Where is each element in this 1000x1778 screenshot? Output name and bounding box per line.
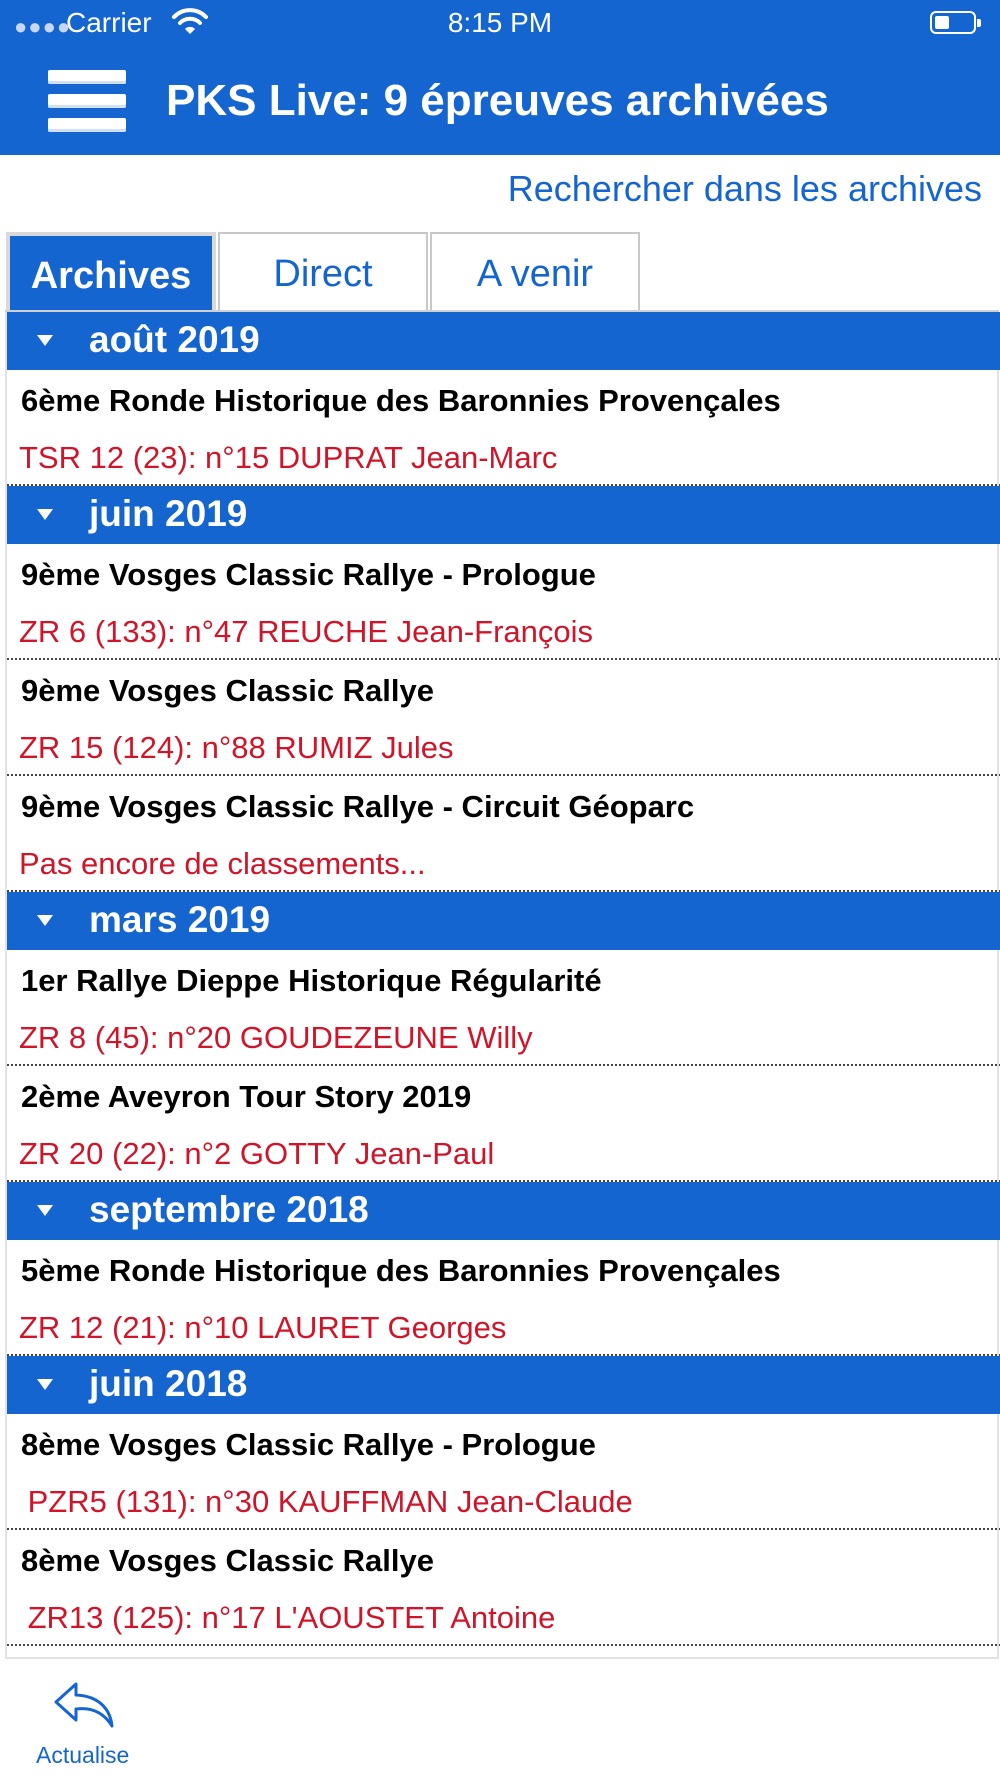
search-archives-link[interactable]: Rechercher dans les archives: [507, 168, 982, 209]
month-header[interactable]: [7, 312, 1000, 370]
month-header[interactable]: [7, 892, 1000, 950]
refresh-button[interactable]: [30, 1680, 140, 1770]
month-header[interactable]: [7, 1182, 1000, 1240]
app-header: [0, 0, 1000, 155]
event-result: ZR13 (125): n°17 L'AOUSTET Antoine: [19, 1600, 556, 1635]
month-header[interactable]: [7, 1356, 1000, 1414]
event-result: Pas encore de classements...: [19, 846, 426, 881]
event-name: 1er Rallye Dieppe Historique Régularité: [21, 963, 602, 998]
tab-direct[interactable]: Direct: [218, 232, 428, 312]
expand-triangle-icon: [37, 915, 53, 926]
event-row[interactable]: [7, 1530, 1000, 1646]
event-name: 2ème Aveyron Tour Story 2019: [21, 1079, 472, 1114]
event-row[interactable]: [7, 544, 1000, 660]
event-name: 9ème Vosges Classic Rallye - Prologue: [21, 557, 596, 592]
tab-archives[interactable]: Archives: [6, 232, 216, 312]
event-name: 8ème Vosges Classic Rallye: [21, 1543, 435, 1578]
status-time: 8:15 PM: [447, 7, 553, 38]
expand-triangle-icon: [37, 1205, 53, 1216]
month-label: septembre 2018: [89, 1189, 369, 1230]
event-result: PZR5 (131): n°30 KAUFFMAN Jean-Claude: [19, 1484, 633, 1519]
event-row[interactable]: [7, 660, 1000, 776]
menu-button[interactable]: [48, 70, 126, 132]
month-label: juin 2018: [89, 1363, 248, 1404]
reply-arrow-icon: [54, 1680, 116, 1735]
event-row[interactable]: [7, 1066, 1000, 1182]
event-name: 5ème Ronde Historique des Baronnies Provençales: [21, 1253, 781, 1288]
event-name: 6ème Ronde Historique des Baronnies Provençales: [21, 383, 781, 418]
event-result: ZR 15 (124): n°88 RUMIZ Jules: [19, 730, 454, 765]
archive-list: [5, 312, 999, 1659]
event-row[interactable]: [7, 370, 1000, 486]
battery-icon: [930, 11, 976, 34]
expand-triangle-icon: [37, 509, 53, 520]
tab-a-venir[interactable]: A venir: [430, 232, 640, 312]
event-result: TSR 12 (23): n°15 DUPRAT Jean-Marc: [19, 440, 558, 475]
status-bar: [0, 0, 1000, 48]
event-result: ZR 8 (45): n°20 GOUDEZEUNE Willy: [19, 1020, 533, 1055]
page-title: PKS Live: 9 épreuves archivées: [166, 76, 829, 125]
event-row[interactable]: [7, 1414, 1000, 1530]
carrier-label: Carrier: [66, 7, 152, 38]
expand-triangle-icon: [37, 1379, 53, 1390]
month-label: juin 2019: [89, 493, 248, 534]
month-header[interactable]: [7, 486, 1000, 544]
month-label: août 2019: [89, 319, 260, 360]
refresh-label: Actualise: [36, 1742, 130, 1768]
event-row[interactable]: [7, 950, 1000, 1066]
event-name: 9ème Vosges Classic Rallye - Circuit Géoparc: [21, 789, 695, 824]
event-name: 9ème Vosges Classic Rallye: [21, 673, 435, 708]
event-result: ZR 6 (133): n°47 REUCHE Jean-François: [19, 614, 594, 649]
event-row[interactable]: [7, 1240, 1000, 1356]
event-row[interactable]: [7, 776, 1000, 892]
event-result: ZR 12 (21): n°10 LAURET Georges: [19, 1310, 507, 1345]
event-name: 8ème Vosges Classic Rallye - Prologue: [21, 1427, 596, 1462]
event-result: ZR 20 (22): n°2 GOTTY Jean-Paul: [19, 1136, 495, 1171]
month-label: mars 2019: [89, 899, 271, 940]
expand-triangle-icon: [37, 335, 53, 346]
signal-icon: ●●●●: [14, 14, 72, 39]
